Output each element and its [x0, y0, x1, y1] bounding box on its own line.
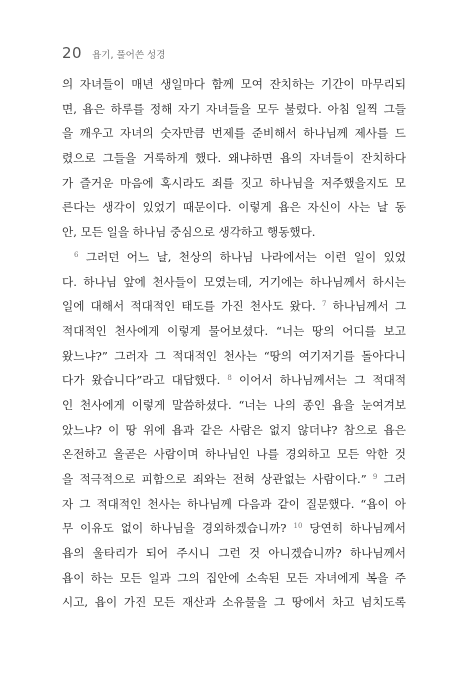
text-line [62, 590, 406, 615]
text-line [62, 146, 406, 171]
body-text [62, 72, 406, 615]
line-text: 왔느냐?” 그러자 그 적대적인 천사는 “땅의 여기저기를 돌아다니 [62, 348, 406, 363]
line-text: 안, 모든 일을 하나님 중심으로 생각하고 행동했다. [62, 225, 316, 240]
line-text: 시고, 욥이 가진 모든 재산과 소유물을 그 땅에서 차고 넘치도록 [62, 595, 406, 610]
line-text: 면, 욥은 하루를 정해 자기 자녀들을 모두 불렀다. 아침 일찍 그들 [62, 101, 406, 116]
verse-number: 7 [321, 300, 327, 309]
text-line [62, 245, 406, 270]
text-line [62, 516, 406, 541]
text-line [62, 492, 406, 517]
line-text: 른다는 생각이 있었기 때문이다. 이렇게 욥은 자신이 사는 날 동 [62, 200, 406, 215]
text-line [62, 220, 406, 245]
line-text: 적대적인 천사에게 이렇게 물어보셨다. “너는 땅의 어디를 보고 [62, 323, 406, 338]
verse-number: 10 [293, 522, 303, 531]
line-text: 당연히 하나님께서 [309, 521, 406, 536]
line-text: 다가 왔습니다”라고 대답했다. [62, 373, 221, 388]
text-line [62, 195, 406, 220]
text-line [62, 121, 406, 146]
line-text: 인 천사에게 이렇게 말씀하셨다. “너는 나의 종인 욥을 눈여겨보 [62, 397, 406, 412]
text-line [62, 97, 406, 122]
line-text: 일에 대해서 적대적인 태도를 가진 천사도 왔다. [62, 299, 316, 314]
text-line [62, 393, 406, 418]
line-text: 무 이유도 없이 하나님을 경외하겠습니까? [62, 521, 287, 536]
line-text: 렸으로 그들을 거룩하게 했다. 왜냐하면 욥의 자녀들이 잔치하다 [62, 151, 406, 166]
line-text: 의 자녀들이 매년 생일마다 함께 모여 잔치하는 기간이 마무리되 [62, 77, 406, 91]
text-line [62, 344, 406, 369]
text-line [62, 294, 406, 319]
line-text: 을 깨우고 자녀의 숫자만큼 번제를 준비해서 하나님께 제사를 드 [62, 126, 406, 141]
text-line [62, 442, 406, 467]
text-line [62, 171, 406, 196]
text-line [62, 566, 406, 591]
line-text: 욥의 울타리가 되어 주시니 그런 것 아니겠습니까? 하나님께서 [62, 546, 406, 561]
text-line [62, 270, 406, 295]
verse-number: 8 [227, 374, 232, 383]
text-line [62, 467, 406, 492]
text-line [62, 72, 406, 97]
text-line [62, 541, 406, 566]
line-text: 자 그 적대적인 천사는 하나님께 다음과 같이 질문했다. “욥이 아 [62, 496, 406, 511]
verse-number: 6 [74, 250, 79, 259]
line-text: 그러던 어느 날, 천상의 하나님 나라에서는 이런 일이 있었 [85, 249, 407, 264]
line-text: 하나님께서 그 [332, 299, 407, 314]
running-title: 욥기, 풀어쓴 성경 [92, 50, 166, 61]
line-text: 을 적극적으로 피함으로 죄와는 전혀 상관없는 사람이다.” [62, 472, 367, 486]
page-number: 20 [62, 44, 83, 62]
line-text: 가 즐거운 마음에 혹시라도 죄를 짓고 하나님을 저주했을지도 모 [62, 175, 406, 190]
text-line [62, 418, 406, 443]
verse-number: 9 [372, 473, 378, 481]
line-text: 온전하고 올곧은 사람이며 하나님인 나를 경외하고 모든 악한 것 [62, 447, 406, 462]
line-text: 았느냐? 이 땅 위에 욥과 같은 사람은 없지 않더냐? 참으로 욥은 [62, 422, 406, 437]
page-header [62, 44, 165, 62]
line-text: 그러 [383, 472, 407, 486]
line-text: 욥이 하는 모든 일과 그의 집안에 소속된 모든 자녀에게 복을 주 [62, 570, 406, 585]
text-line [62, 319, 406, 344]
line-text: 이어서 하나님께서는 그 적대적 [239, 373, 407, 388]
text-line [62, 368, 406, 393]
line-text: 다. 하나님 앞에 천사들이 모였는데, 거기에는 하나님께서 하시는 [62, 274, 406, 289]
